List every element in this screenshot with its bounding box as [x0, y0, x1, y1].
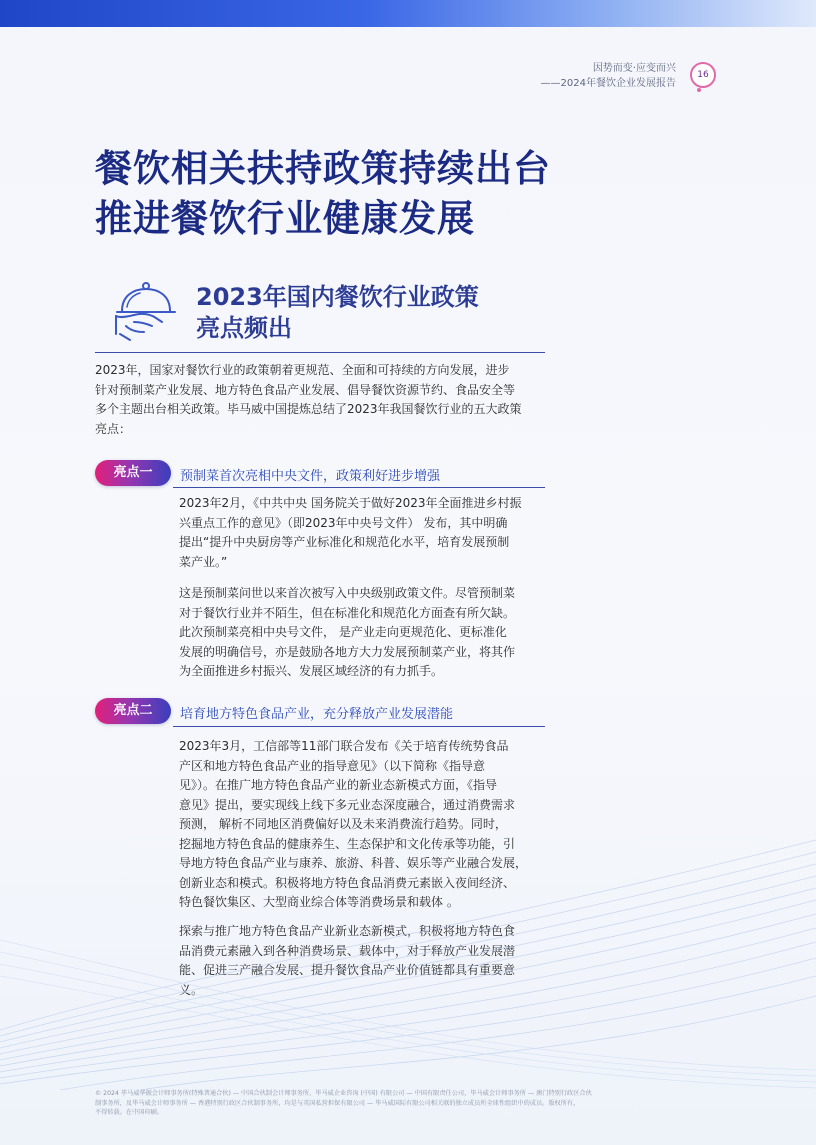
section-title-line-1: 2023年国内餐饮行业政策	[196, 283, 479, 311]
intro-line: 2023年，国家对餐饮行业的政策朝着更规范、全面和可持续的方向发展，进步	[95, 363, 510, 377]
intro-line: 亮点：	[95, 421, 132, 436]
highlight-1-paragraph-1	[179, 494, 551, 572]
page-badge-dot	[697, 88, 701, 92]
text-line: 发展的明确信号，亦是鼓励各地方大力发展预制菜产业，将其作	[179, 644, 516, 659]
text-line: 品消费元素融入到各种消费场景、载体中，对于释放产业发展潜	[179, 943, 516, 958]
text-line: 探索与推广地方特色食品产业新业态新模式，积极将地方特色食	[179, 924, 516, 938]
decorative-waves	[0, 820, 816, 1090]
text-line: 能、促进三产融合发展、提升餐饮食品产业价值链都具有重要意	[179, 963, 516, 977]
section-rule	[95, 352, 545, 353]
header-line-2: ——2024年餐饮企业发展报告	[540, 78, 676, 89]
page-title-line-2: 推进餐饮行业健康发展	[95, 197, 475, 240]
highlight-badge-2: 亮点二	[95, 698, 171, 724]
top-gradient-bar	[0, 0, 816, 27]
text-line: 导地方特色食品产业与康养、旅游、科普、娱乐等产业融合发展，	[179, 856, 528, 870]
text-line: 挖掘地方特色食品的健康养生、生态保护和文化传承等功能，引	[179, 836, 516, 851]
highlight-rule-2	[173, 726, 545, 727]
highlight-rule-1	[173, 487, 545, 488]
text-line: 菜产业。”	[179, 554, 228, 569]
header-line-1: 因势而变·应变而兴	[592, 63, 676, 74]
page-title	[95, 144, 715, 244]
text-line: 提出“提升中央厨房等产业标准化和规范化水平，培育发展预制	[179, 535, 510, 549]
text-line: 2023年3月，工信部等11部门联合发布《关于培育传统势食品	[179, 739, 509, 753]
text-line: 产区和地方特色食品产业的指导意见》（以下简称《指导意	[179, 758, 486, 773]
section-title	[196, 282, 479, 344]
page-number: 16	[690, 62, 716, 88]
footer-line: 不得转载。在中国印刷。	[95, 1109, 164, 1116]
text-line: 预测， 解析不同地区消费偏好以及未来消费流行趋势。同时，	[179, 817, 507, 831]
text-line: 见》）。在推广地方特色食品产业的新业态新模式方面，《指导	[179, 778, 498, 792]
running-header	[541, 61, 676, 91]
highlight-title-2: 培育地方特色食品产业，充分释放产业发展潜能	[180, 707, 454, 722]
text-line: 这是预制菜问世以来首次被写入中央级别政策文件。尽管预制菜	[179, 586, 516, 600]
page-title-line-1: 餐饮相关扶持政策持续出台	[95, 147, 551, 190]
cloche-icon	[112, 278, 184, 342]
text-line: 义。	[179, 982, 204, 997]
highlight-title-1: 预制菜首次亮相中央文件，政策利好进步增强	[180, 469, 441, 484]
text-line: 特色餐饮集区、大型商业综合体等消费场景和载体 。	[179, 895, 459, 909]
text-line: 为全面推进乡村振兴、发展区域经济的有力抓手。	[179, 664, 444, 678]
highlight-1-paragraph-2	[179, 584, 551, 682]
text-line: 对于餐饮行业并不陌生，但在标准化和规范化方面查有所欠缺。	[179, 605, 516, 620]
copyright-footer	[95, 1089, 735, 1118]
footer-line: © 2024 毕马威华振会计师事务所(特殊普通合伙) — 中国合伙制会计师事务所，毕马威企业咨询 (中国) 有限公司 — 中国有限责任公司，毕马威会计师事务所 — 澳门特别行政区合伙	[95, 1090, 592, 1097]
footer-line: 制事务所，及毕马威会计师事务所 — 香港特别行政区合伙制事务所，均是与英国私营担保有限公司 — 毕马威国际有限公司相关联的独立成员所全球性组织中的成员。版权所有，	[95, 1099, 580, 1107]
text-line: 兴重点工作的意见》（即2023年中央号文件） 发布，其中明确	[179, 515, 508, 530]
intro-paragraph	[95, 361, 547, 439]
text-line: 意见》提出，要实现线上线下多元业态深度融合，通过消费需求	[179, 797, 516, 812]
text-line: 2023年2月，《中共中央 国务院关于做好2023年全面推进乡村振	[179, 496, 522, 510]
section-title-line-2: 亮点频出	[196, 314, 292, 342]
text-line: 此次预制菜亮相中央号文件， 是产业走向更规范化、更标准化	[179, 625, 507, 639]
highlight-badge-1: 亮点一	[95, 460, 171, 486]
intro-line: 多个主题出台相关政策。毕马威中国提炼总结了2023年我国餐饮行业的五大政策	[95, 402, 522, 416]
text-line: 创新业态和模式。积极将地方特色食品消费元素嵌入夜间经济、	[179, 875, 516, 890]
intro-line: 针对预制菜产业发展、地方特色食品产业发展、倡导餐饮资源节约、食品安全等	[95, 382, 516, 397]
